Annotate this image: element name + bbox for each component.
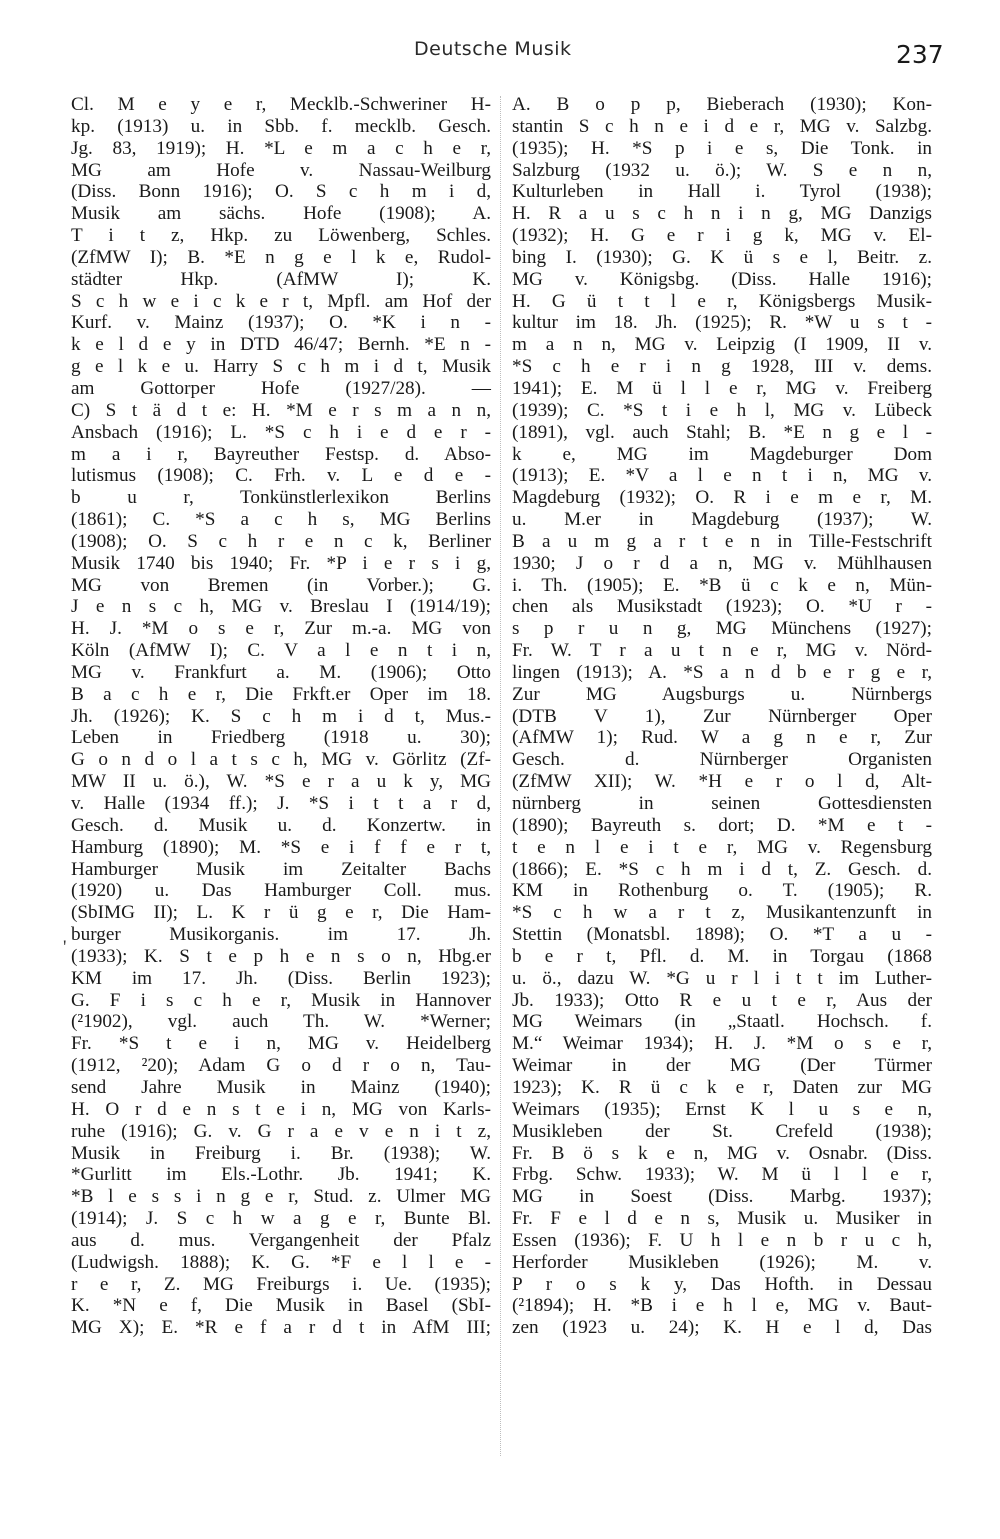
text-line: lingen (1913); A. *S a n d b e r g e r,	[512, 661, 932, 683]
text-line: (1920) u. Das Hamburger Coll. mus.	[71, 880, 491, 902]
page-header	[0, 34, 1000, 74]
text-line: k e, MG im Magdeburger Dom	[512, 443, 932, 465]
text-line: Weimars (1935); Ernst K l u s e n,	[512, 1098, 932, 1120]
text-line: ruhe (1916); G. v. G r a e v e n i t z,	[71, 1120, 491, 1142]
text-line: kp. (1913) u. in Sbb. f. mecklb. Gesch.	[71, 115, 491, 137]
text-line: am Gottorper Hofe (1927/28). —	[71, 377, 491, 399]
text-line: 1923); K. R ü c k e r, Daten zur MG	[512, 1076, 932, 1098]
text-line: H. O r d e n s t e i n, MG von Karls-	[71, 1098, 491, 1120]
text-line: J e n s c h, MG v. Breslau I (1914/19);	[71, 596, 491, 618]
text-line: MG v. Königsbg. (Diss. Halle 1916);	[512, 268, 932, 290]
text-line: (1932); H. G e r i g k, MG v. El-	[512, 225, 932, 247]
text-line: aus d. mus. Vergangenheit der Pfalz	[71, 1229, 491, 1251]
text-line: m a n n, MG v. Leipzig (I 1909, II v.	[512, 334, 932, 356]
text-line: (AfMW 1); Rud. W a g n e r, Zur	[512, 727, 932, 749]
text-line: Kurf. v. Mainz (1937); O. *K i n -	[71, 312, 491, 334]
page-number: 237	[896, 40, 944, 69]
text-line: (1935); H. *S p i e s, Die Tonk. in	[512, 137, 932, 159]
text-line: A. B o p p, Bieberach (1930); Kon-	[512, 94, 932, 115]
running-title: Deutsche Musik	[414, 38, 572, 60]
text-line: Hamburg (1890); M. *S e i f f e r t,	[71, 836, 491, 858]
text-line: K. *N e f, Die Musik in Basel (SbI-	[71, 1295, 491, 1317]
text-line: (DTB V 1), Zur Nürnberger Oper	[512, 705, 932, 727]
text-line: Jg. 83, 1919); H. *L e m a c h e r,	[71, 137, 491, 159]
text-line: (1912, ²20); Adam G o d r o n, Tau-	[71, 1055, 491, 1077]
left-column	[71, 94, 491, 1339]
text-line: Hamburger Musik im Zeitalter Bachs	[71, 858, 491, 880]
text-line: Jh. (1926); K. S c h m i d t, Mus.-	[71, 705, 491, 727]
text-line: Stettin (Monatsbl. 1898); O. *T a u -	[512, 924, 932, 946]
text-line: (1908); O. S c h r e n c k, Berliner	[71, 530, 491, 552]
text-line: 1941); E. M ü l l e r, MG v. Freiberg	[512, 377, 932, 399]
text-line: Zur MG Augsburgs u. Nürnbergs	[512, 683, 932, 705]
text-line: MG Weimars (in „Staatl. Hochsch. f.	[512, 1011, 932, 1033]
text-line: send Jahre Musik in Mainz (1940);	[71, 1076, 491, 1098]
text-line: Cl. M e y e r, Mecklb.-Schweriner H-	[71, 94, 491, 115]
text-line: MG in Soest (Diss. Marbg. 1937);	[512, 1186, 932, 1208]
text-line: (1866); E. *S c h m i d t, Z. Gesch. d.	[512, 858, 932, 880]
text-line: Leben in Friedberg (1918 u. 30);	[71, 727, 491, 749]
text-line: Musik am sächs. Hofe (1908); A.	[71, 203, 491, 225]
text-line: Ansbach (1916); L. *S c h i e d e r -	[71, 421, 491, 443]
text-line: (ZfMW I); B. *E n g e l k e, Rudol-	[71, 246, 491, 268]
text-line: (ZfMW XII); W. *H e r o l d, Alt-	[512, 771, 932, 793]
text-line: Fr. B ö s k e n, MG v. Osnabr. (Diss.	[512, 1142, 932, 1164]
text-line: k e l d e y in DTD 46/47; Bernh. *E n -	[71, 334, 491, 356]
text-line: g e l k e u. Harry S c h m i d t, Musik	[71, 356, 491, 378]
text-line: (1861); C. *S a c h s, MG Berlins	[71, 509, 491, 531]
text-line: lutismus (1908); C. Frh. v. L e d e -	[71, 465, 491, 487]
text-line: G o n d o l a t s c h, MG v. Görlitz (Zf-	[71, 749, 491, 771]
text-line: (SbIMG II); L. K r ü g e r, Die Ham-	[71, 902, 491, 924]
text-line: Herforder Musikleben (1926); M. v.	[512, 1251, 932, 1273]
right-column	[512, 94, 932, 1339]
text-line: bing I. (1930); G. K ü s e l, Beitr. z.	[512, 246, 932, 268]
text-line: Fr. *S t e i n, MG v. Heidelberg	[71, 1033, 491, 1055]
text-line: burger Musikorganis. im 17. Jh.	[71, 924, 491, 946]
text-line: Gesch. d. Nürnberger Organisten	[512, 749, 932, 771]
text-line: Salzburg (1932 u. ö.); W. S e n n,	[512, 159, 932, 181]
text-line: C) S t ä d t e: H. *M e r s m a n n,	[71, 399, 491, 421]
text-line: kultur im 18. Jh. (1925); R. *W u s t -	[512, 312, 932, 334]
text-line: (1913); E. *V a l e n t i n, MG v.	[512, 465, 932, 487]
text-line: t e n l e i t e r, MG v. Regensburg	[512, 836, 932, 858]
text-line: *S c h e r i n g 1928, III v. dems.	[512, 356, 932, 378]
text-line: Weimar in der MG (Der Türmer	[512, 1055, 932, 1077]
text-line: G. F i s c h e r, Musik in Hannover	[71, 989, 491, 1011]
text-line: v. Halle (1934 ff.); J. *S i t t a r d,	[71, 793, 491, 814]
text-line: 1930; J o r d a n, MG v. Mühlhausen	[512, 552, 932, 574]
text-line: B a c h e r, Die Frkft.er Oper im 18.	[71, 683, 491, 705]
text-line: städter Hkp. (AfMW I); K.	[71, 268, 491, 290]
text-line: M.“ Weimar 1934); H. J. *M o s e r,	[512, 1033, 932, 1055]
text-line: stantin S c h n e i d e r, MG v. Salzbg.	[512, 115, 932, 137]
text-line: H. R a u s c h n i n g, MG Danzigs	[512, 203, 932, 225]
text-line: MG X); E. *R e f a r d t in AfM III;	[71, 1317, 491, 1339]
text-line: *B l e s s i n g e r, Stud. z. Ulmer MG	[71, 1186, 491, 1208]
text-line: Musik 1740 bis 1940; Fr. *P i e r s i g,	[71, 552, 491, 574]
text-line: Köln (AfMW I); C. V a l e n t i n,	[71, 640, 491, 662]
text-line: KM im 17. Jh. (Diss. Berlin 1923);	[71, 967, 491, 989]
text-line: Fr. F e l d e n s, Musik u. Musiker in	[512, 1208, 932, 1230]
text-line: MG am Hofe v. Nassau-Weilburg	[71, 159, 491, 181]
text-line: r e r, Z. MG Freiburgs i. Ue. (1935);	[71, 1273, 491, 1295]
text-line: Jb. 1933); Otto R e u t e r, Aus der	[512, 989, 932, 1011]
text-line: H. J. *M o s e r, Zur m.-a. MG von	[71, 618, 491, 640]
text-line: (²1902), vgl. auch Th. W. *Werner;	[71, 1011, 491, 1033]
text-line: nürnberg in seinen Gottesdiensten	[512, 793, 932, 814]
text-line: (Diss. Bonn 1916); O. S c h m i d,	[71, 181, 491, 203]
text-line: (Ludwigsh. 1888); K. G. *F e l l e -	[71, 1251, 491, 1273]
text-line: u. M.er in Magdeburg (1937); W.	[512, 509, 932, 531]
stray-mark: '	[63, 937, 67, 958]
text-line: *Gurlitt im Els.-Lothr. Jb. 1941; K.	[71, 1164, 491, 1186]
text-line: MW II u. ö.), W. *S e r a u k y, MG	[71, 771, 491, 793]
text-line: Musik in Freiburg i. Br. (1938); W.	[71, 1142, 491, 1164]
text-line: Gesch. d. Musik u. d. Konzertw. in	[71, 814, 491, 836]
text-line: b u r, Tonkünstlerlexikon Berlins	[71, 487, 491, 509]
text-line: Musikleben der St. Crefeld (1938);	[512, 1120, 932, 1142]
text-line: chen als Musikstadt (1923); O. *U r -	[512, 596, 932, 618]
column-divider	[500, 96, 501, 1456]
text-line: i. Th. (1905); E. *B ü c k e n, Mün-	[512, 574, 932, 596]
text-line: S c h w e i c k e r t, Mpfl. am Hof der	[71, 290, 491, 312]
text-line: T i t z, Hkp. zu Löwenberg, Schles.	[71, 225, 491, 247]
text-line: *S c h w a r t z, Musikantenzunft in	[512, 902, 932, 924]
text-line: b e r t, Pfl. d. M. in Torgau (1868	[512, 945, 932, 967]
text-line: Essen (1936); F. U h l e n b r u c h,	[512, 1229, 932, 1251]
text-line: Fr. W. T r a u t n e r, MG v. Nörd-	[512, 640, 932, 662]
text-line: Magdeburg (1932); O. R i e m e r, M.	[512, 487, 932, 509]
text-line: zen (1923 u. 24); K. H e l d, Das	[512, 1317, 932, 1339]
text-line: B a u m g a r t e n in Tille-Festschrift	[512, 530, 932, 552]
text-line: (²1894); H. *B i e h l e, MG v. Baut-	[512, 1295, 932, 1317]
text-line: KM in Rothenburg o. T. (1905); R.	[512, 880, 932, 902]
text-line: (1914); J. S c h w a g e r, Bunte Bl.	[71, 1208, 491, 1230]
text-line: H. G ü t t l e r, Königsbergs Musik-	[512, 290, 932, 312]
text-line: Frbg. Schw. 1933); W. M ü l l e r,	[512, 1164, 932, 1186]
text-line: MG v. Frankfurt a. M. (1906); Otto	[71, 661, 491, 683]
text-line: m a i r, Bayreuther Festsp. d. Abso-	[71, 443, 491, 465]
text-line: u. ö., dazu W. *G u r l i t t im Luther-	[512, 967, 932, 989]
text-line: (1891), vgl. auch Stahl; B. *E n g e l -	[512, 421, 932, 443]
text-line: (1890); Bayreuth s. dort; D. *M e t -	[512, 814, 932, 836]
text-line: (1933); K. S t e p h e n s o n, Hbg.er	[71, 945, 491, 967]
text-line: (1939); C. *S t i e h l, MG v. Lübeck	[512, 399, 932, 421]
text-line: P r o s k y, Das Hofth. in Dessau	[512, 1273, 932, 1295]
text-line: Kulturleben in Hall i. Tyrol (1938);	[512, 181, 932, 203]
text-line: s p r u n g, MG Münchens (1927);	[512, 618, 932, 640]
text-line: MG von Bremen (in Vorber.); G.	[71, 574, 491, 596]
